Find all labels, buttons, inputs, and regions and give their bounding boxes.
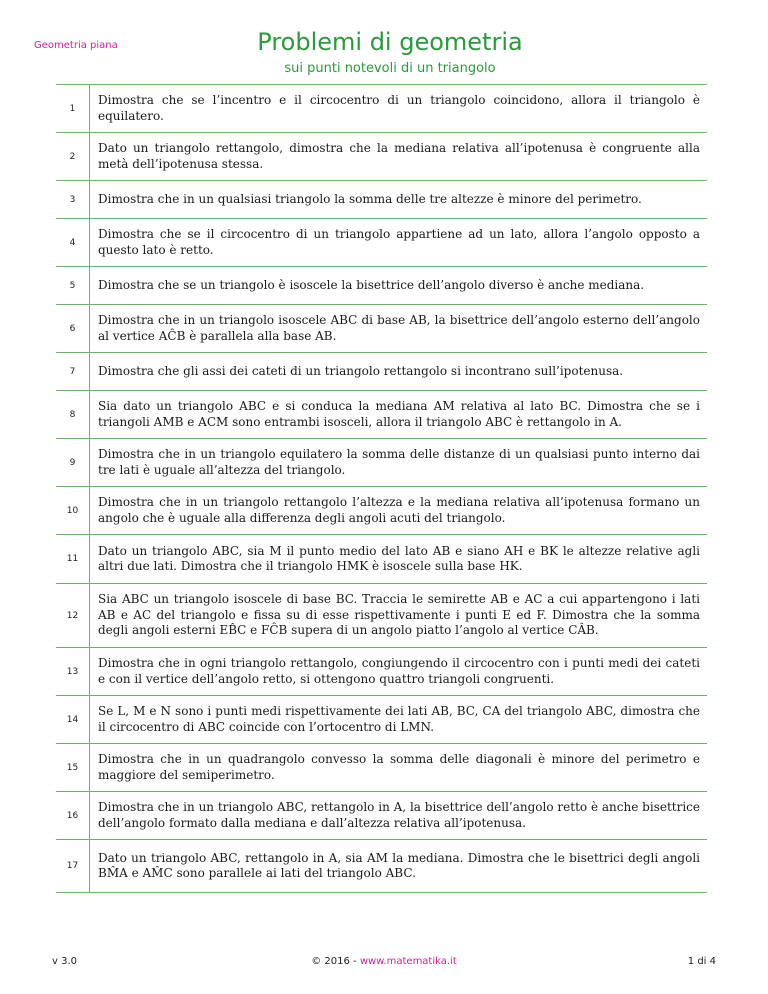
problem-number: 5 [56, 267, 90, 304]
problem-row [56, 85, 707, 133]
problem-row [56, 840, 707, 893]
problem-row [56, 391, 707, 439]
problem-number: 8 [56, 391, 90, 438]
problem-row [56, 305, 707, 353]
problem-text: Se L, M e N sono i punti medi rispettivamente dei lati AB, BC, CA del triangolo ABC, dimostra che il circocentro di ABC coincide con l’ortocentro di LMN. [98, 704, 700, 734]
page-number: 1 di 4 [687, 956, 716, 967]
problem-number: 10 [56, 487, 90, 534]
problem-number: 6 [56, 305, 90, 352]
problem-number: 11 [56, 535, 90, 583]
problem-row [56, 439, 707, 487]
problem-row [56, 219, 707, 267]
problem-text: Sia ABC un triangolo isoscele di base BC. Traccia le semirette AB e AC a cui appartengono i lati AB e AC del triangolo e fissa su di esse rispettivamente i punti E ed F. Dimostra che la somma degli angoli esterni EB̂C e FĈB supera di un angolo piatto l’angolo al vertice CÂB. [98, 592, 700, 638]
problem-text: Dato un triangolo ABC, sia M il punto medio del lato AB e siano AH e BK le altezze relative agli altri due lati. Dimostra che il triangolo HMK è isoscele sulla base HK. [98, 543, 700, 573]
problem-text: Dimostra che in ogni triangolo rettangolo, congiungendo il circocentro con i punti medi dei cateti e con il vertice dell’angolo retto, si ottengono quattro triangoli congruenti. [98, 656, 700, 686]
problem-number: 16 [56, 792, 90, 839]
problem-text: Dimostra che in un triangolo rettangolo l’altezza e la mediana relativa all’ipotenusa formano un angolo che è uguale alla differenza degli angoli acuti del triangolo. [98, 495, 700, 525]
problem-text: Dimostra che se l’incentro e il circocentro di un triangolo coincidono, allora il triangolo è equilatero. [98, 93, 700, 123]
problem-row [56, 535, 707, 584]
problem-row [56, 353, 707, 391]
problem-text: Dimostra che in un triangolo ABC, rettangolo in A, la bisettrice dell’angolo retto è anche bisettrice dell’angolo formato dalla mediana e dall’altezza relativa all’ipotenusa. [98, 800, 700, 830]
problem-text: Dimostra che in un triangolo equilatero la somma delle distanze di un qualsiasi punto interno dai tre lati è uguale all’altezza del triangolo. [98, 447, 700, 477]
problem-row [56, 696, 707, 744]
problem-text: Dimostra che in un qualsiasi triangolo la somma delle tre altezze è minore del perimetro. [98, 191, 642, 206]
problem-text: Dimostra che se un triangolo è isoscele la bisettrice dell’angolo diverso è anche mediana. [98, 277, 645, 292]
problem-row [56, 744, 707, 792]
problem-number: 14 [56, 696, 90, 743]
problem-number: 3 [56, 181, 90, 218]
subject-label: Geometria piana [34, 40, 118, 51]
problem-number: 13 [56, 648, 90, 695]
problem-text: Dimostra che in un quadrangolo convesso la somma delle diagonali è minore del perimetro e maggiore del semiperimetro. [98, 752, 700, 782]
problem-number: 15 [56, 744, 90, 791]
problem-row [56, 181, 707, 219]
problem-row [56, 792, 707, 840]
problem-text: Sia dato un triangolo ABC e si conduca la mediana AM relativa al lato BC. Dimostra che se i triangoli AMB e ACM sono entrambi isosceli, allora il triangolo ABC è rettangolo in A. [98, 399, 700, 429]
page-title: Problemi di geometria [257, 28, 523, 56]
problem-number: 1 [56, 85, 90, 132]
problem-row [56, 133, 707, 181]
problem-row [56, 584, 707, 648]
problem-number: 17 [56, 840, 90, 892]
problem-row [56, 267, 707, 305]
problem-number: 9 [56, 439, 90, 486]
site-link[interactable]: www.matematika.it [359, 956, 457, 967]
problems-table [56, 84, 707, 893]
problem-number: 12 [56, 584, 90, 647]
problem-number: 4 [56, 219, 90, 266]
problem-text: Dimostra che gli assi dei cateti di un triangolo rettangolo si incontrano sull’ipotenusa. [98, 363, 624, 378]
copyright-text: © 2016 - [311, 956, 360, 967]
version-label: v 3.0 [52, 956, 77, 967]
problem-number: 7 [56, 353, 90, 390]
problem-row [56, 487, 707, 535]
problem-text: Dimostra che se il circocentro di un triangolo appartiene ad un lato, allora l’angolo opposto a questo lato è retto. [98, 227, 700, 257]
problem-number: 2 [56, 133, 90, 180]
problem-text: Dato un triangolo ABC, rettangolo in A, sia AM la mediana. Dimostra che le bisettrici degli angoli BM̂A e AM̂C sono parallele ai lati del triangolo ABC. [98, 850, 700, 880]
copyright-line [0, 956, 768, 967]
problem-row [56, 648, 707, 696]
problem-text: Dato un triangolo rettangolo, dimostra che la mediana relativa all’ipotenusa è congruente alla metà dell’ipotenusa stessa. [98, 141, 700, 171]
page-subtitle: sui punti notevoli di un triangolo [284, 61, 496, 76]
problem-text: Dimostra che in un triangolo isoscele ABC di base AB, la bisettrice dell’angolo esterno dell’angolo al vertice AĈB è parallela alla base AB. [98, 313, 700, 343]
